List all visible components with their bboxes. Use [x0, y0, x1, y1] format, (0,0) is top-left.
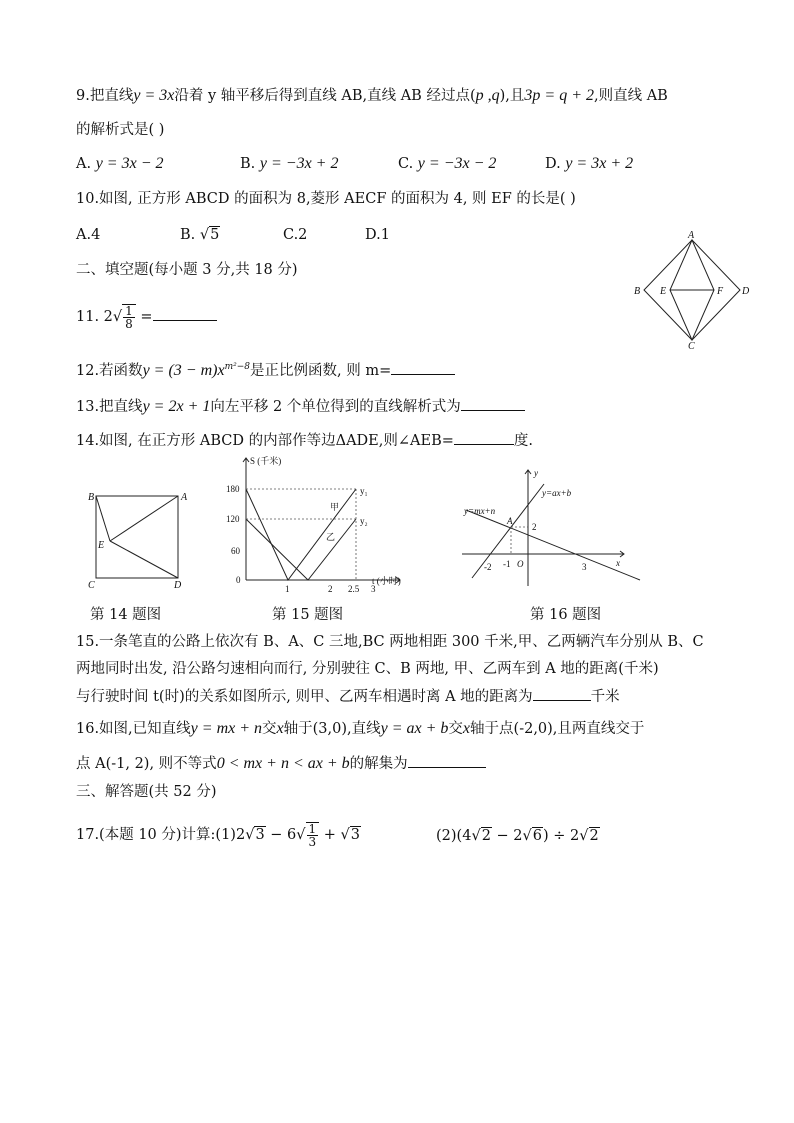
q13-blank[interactable] — [461, 396, 525, 411]
q10-option-b: B. √5 — [180, 227, 220, 243]
segment-be — [96, 496, 110, 541]
ytick-120: 120 — [226, 514, 240, 524]
section-3-heading: 三、解答题(共 52 分) — [76, 784, 217, 800]
label-b: B — [634, 286, 641, 297]
label-f: F — [717, 286, 724, 297]
q15-blank[interactable] — [533, 686, 591, 701]
y-axis-label: S (千米) — [250, 456, 282, 466]
ytick-60: 60 — [231, 546, 240, 556]
label-d: D — [174, 580, 182, 591]
q16-line2: 点 A(-1, 2), 则不等式0 < mx + n < ax + b的解集为 — [76, 753, 486, 774]
q10-option-d: D.1 — [365, 227, 390, 243]
ytick-0: 0 — [236, 575, 241, 585]
q14-blank[interactable] — [454, 430, 514, 445]
q10-text: 10.如图, 正方形 ABCD 的面积为 8,菱形 AECF 的面积为 4, 则 EF 的长是( ) — [76, 191, 576, 207]
label-y1: y₁ — [360, 486, 368, 496]
label-a: A — [181, 492, 188, 503]
q10-figure — [630, 228, 754, 350]
label-2: 2 — [532, 522, 537, 532]
q9-option-d: D. y = 3x + 2 — [545, 155, 634, 172]
q9-line2: 的解析式是( ) — [76, 122, 165, 138]
label-b: B — [88, 492, 95, 503]
label-e: E — [98, 540, 105, 551]
label-neg1: -1 — [503, 559, 511, 569]
label-jia: 甲 — [330, 502, 340, 512]
label-a: A — [688, 230, 695, 241]
caption-14: 第 14 题图 — [90, 607, 162, 623]
q9-text3: ),且 — [499, 88, 525, 104]
q17: 17.(本题 10 分)计算:(1)2√3 − 6√ $\frac{1}{3}$ + √3 — [76, 821, 361, 849]
q12-blank[interactable] — [391, 360, 455, 375]
q9-point: p ,q — [475, 87, 500, 104]
caption-15: 第 15 题图 — [272, 607, 344, 623]
q16-blank[interactable] — [408, 753, 486, 768]
q9-option-c: C. y = −3x − 2 — [398, 155, 497, 172]
q9-option-b: B. y = −3x + 2 — [240, 155, 339, 172]
q10-option-a: A.4 — [76, 227, 101, 243]
q17-part2: (2)(4√2 − 2√6) ÷ 2√2 — [436, 828, 599, 844]
q9-option-a: A. y = 3x − 2 — [76, 155, 164, 172]
label-yi: 乙 — [326, 532, 336, 542]
q15-line2: 两地同时出发, 沿公路匀速相向而行, 分别驶往 C、B 两地, 甲、乙两车到 A 地的距离(千米) — [76, 661, 659, 677]
segment-ae — [110, 496, 178, 541]
caption-16: 第 16 题图 — [530, 607, 602, 623]
line-yi — [246, 519, 356, 580]
q14: 14.如图, 在正方形 ABCD 的内部作等边ΔADE,则∠AEB= 度. — [76, 430, 533, 451]
q16-line1: 16.如图,已知直线y = mx + n交x轴于(3,0),直线y = ax + b交x轴于点(-2,0),且两直线交于 — [76, 720, 645, 737]
xtick-1: 1 — [285, 584, 290, 594]
label-point-a: A — [507, 516, 513, 526]
label-d: D — [742, 286, 750, 297]
label-neg2: -2 — [484, 562, 492, 572]
q11: 11. 2√ $\frac{1}{8}$ = — [76, 302, 217, 332]
label-origin: O — [517, 559, 524, 569]
q11-blank[interactable] — [153, 306, 217, 321]
label-c: C — [688, 341, 695, 350]
ytick-180: 180 — [226, 484, 240, 494]
label-line1: y=mx+n — [464, 506, 496, 516]
q9-text4: ,则直线 AB — [593, 88, 668, 104]
q9-text2: 沿着 y 轴平移后得到直线 AB,直线 AB 经过点( — [174, 88, 476, 104]
label-3: 3 — [582, 562, 587, 572]
fig15 — [222, 452, 412, 598]
q15-line1: 15.一条笔直的公路上依次有 B、A、C 三地,BC 两地相距 300 千米,甲、乙两辆汽车分别从 B、C — [76, 634, 704, 650]
y-axis-label: y — [534, 468, 538, 478]
xtick-2-5: 2.5 — [348, 584, 360, 594]
section-2-heading: 二、填空题(每小题 3 分,共 18 分) — [76, 262, 298, 278]
x-axis-label: t (小时) — [372, 576, 401, 586]
q9-text: 9.把直线 — [76, 88, 134, 104]
fig16 — [456, 466, 646, 590]
xtick-2: 2 — [328, 584, 333, 594]
label-e: E — [660, 286, 667, 297]
q9-eq1: y = 3x — [133, 87, 175, 104]
segment-de — [110, 541, 178, 578]
label-y2: y₂ — [360, 516, 368, 526]
label-line2: y=ax+b — [542, 488, 572, 498]
xtick-3: 3 — [371, 584, 376, 594]
q15-line3: 与行驶时间 t(时)的关系如图所示, 则甲、乙两车相遇时离 A 地的距离为 千米 — [76, 686, 620, 707]
x-axis-label: x — [616, 558, 620, 568]
q12: 12.若函数$y = (3 - m)x^{m^2-8}$是正比例函数, 则 m= — [76, 357, 455, 381]
q10-option-c: C.2 — [283, 227, 308, 243]
q13: 13.把直线y = 2x + 1向左平移 2 个单位得到的直线解析式为 — [76, 396, 525, 417]
q9-eq2: 3p = q + 2 — [524, 87, 594, 104]
q9-line1 — [76, 86, 668, 106]
label-c: C — [88, 580, 95, 591]
line-mx-n — [466, 510, 640, 580]
line-jia — [246, 489, 356, 580]
fig14 — [84, 488, 194, 592]
